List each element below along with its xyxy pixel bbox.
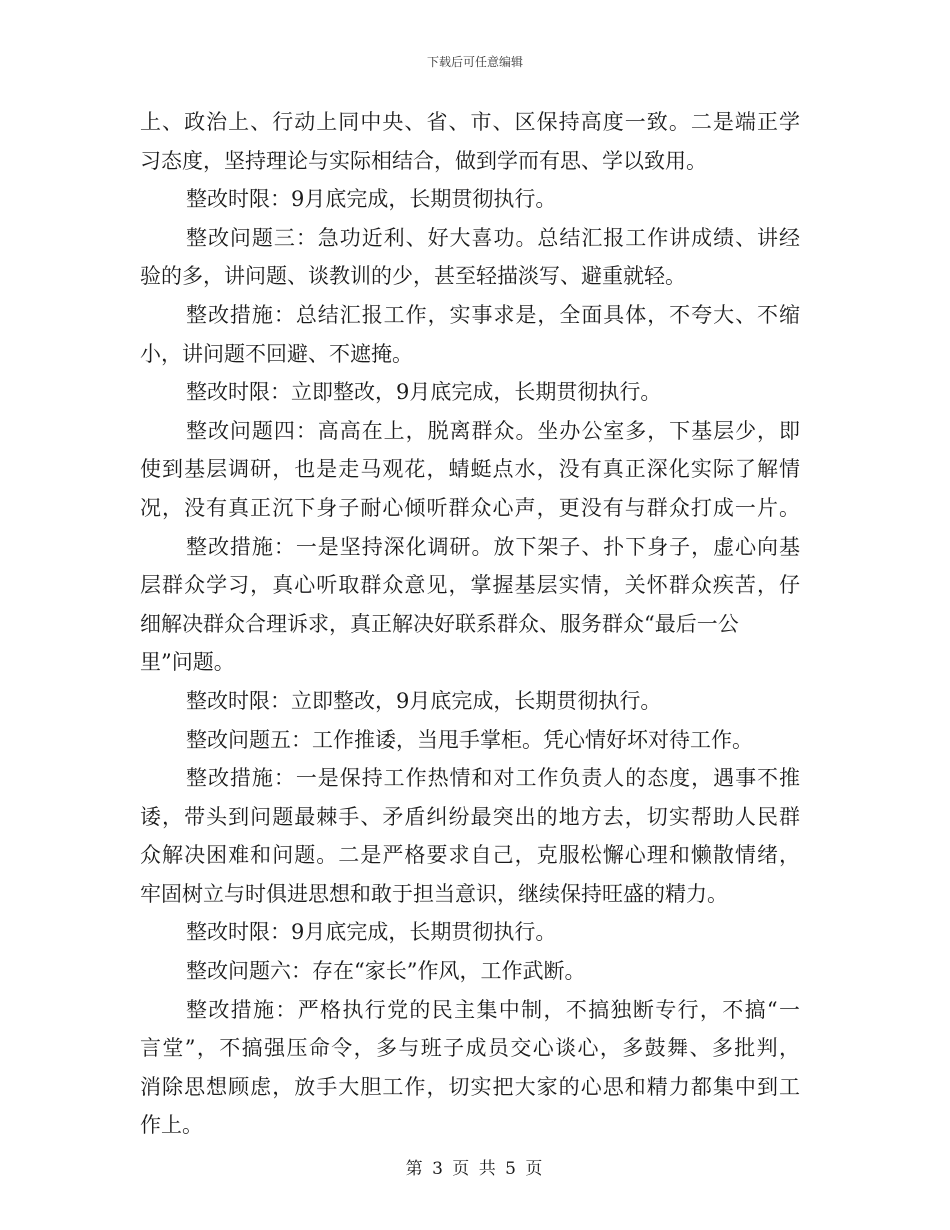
text-line: 整改措施：一是坚持深化调研。放下架子、扑下身子，虚心向基 xyxy=(186,534,800,559)
page-number-footer: 第 3 页 共 5 页 xyxy=(405,1159,545,1179)
text-line: 作上。 xyxy=(140,1113,203,1138)
text-line: 使到基层调研，也是走马观花，蜻蜓点水，没有真正深化实际了解情 xyxy=(140,457,800,482)
text-line: 众解决困难和问题。二是严格要求自己，克服松懈心理和懒散情绪， xyxy=(140,843,800,868)
text-line: 习态度，坚持理论与实际相结合，做到学而有思、学以致用。 xyxy=(140,148,707,173)
text-line: 整改问题六：存在“家长”作风，工作武断。 xyxy=(186,959,586,984)
document-body xyxy=(140,103,800,1145)
text-line: 细解决群众合理诉求，真正解决好联系群众、服务群众“最后一公 xyxy=(140,611,739,636)
text-line: 消除思想顾虑，放手大胆工作，切实把大家的心思和精力都集中到工 xyxy=(140,1074,800,1099)
text-line: 整改措施：严格执行党的民主集中制，不搞独断专行，不搞“一 xyxy=(186,997,800,1022)
text-line: 整改时限：立即整改，9月底完成，长期贯彻执行。 xyxy=(186,688,662,713)
page-header: 下载后可任意编辑 xyxy=(426,55,523,69)
text-line: 整改时限：9月底完成，长期贯彻执行。 xyxy=(186,187,557,212)
text-line: 验的多，讲问题、谈教训的少，甚至轻描淡写、避重就轻。 xyxy=(140,264,686,289)
text-line: 整改措施：一是保持工作热情和对工作负责人的态度，遇事不推 xyxy=(186,766,800,791)
text-line: 况，没有真正沉下身子耐心倾听群众心声，更没有与群众打成一片。 xyxy=(140,495,800,520)
text-line: 诿，带头到问题最棘手、矛盾纠纷最突出的地方去，切实帮助人民群 xyxy=(140,804,800,829)
text-line: 整改措施：总结汇报工作，实事求是，全面具体，不夸大、不缩 xyxy=(186,302,800,327)
text-line: 整改时限：立即整改，9月底完成，长期贯彻执行。 xyxy=(186,380,662,405)
text-line: 言堂”，不搞强压命令，多与班子成员交心谈心，多鼓舞、多批判， xyxy=(140,1036,800,1061)
text-line: 层群众学习，真心听取群众意见，掌握基层实情，关怀群众疾苦，仔 xyxy=(140,573,800,598)
text-line: 上、政治上、行动上同中央、省、市、区保持高度一致。二是端正学 xyxy=(140,110,800,134)
text-line: 整改问题三：急功近利、好大喜功。总结汇报工作讲成绩、讲经 xyxy=(186,225,800,250)
text-line: 整改问题五：工作推诿，当甩手掌柜。凭心情好坏对待工作。 xyxy=(186,727,753,752)
text-line: 里”问题。 xyxy=(140,650,235,675)
text-line: 整改问题四：高高在上，脱离群众。坐办公室多，下基层少，即 xyxy=(186,418,800,443)
text-line: 牢固树立与时俱进思想和敢于担当意识，继续保持旺盛的精力。 xyxy=(140,881,728,906)
text-line: 小，讲问题不回避、不遮掩。 xyxy=(140,341,413,366)
text-line: 整改时限：9月底完成，长期贯彻执行。 xyxy=(186,920,557,945)
